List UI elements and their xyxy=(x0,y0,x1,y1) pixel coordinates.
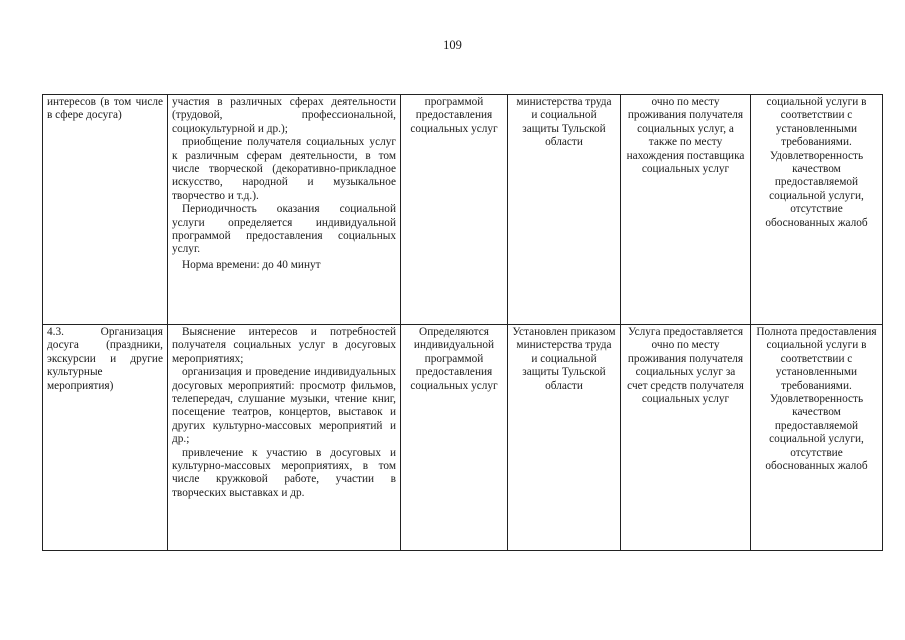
quality-cell: социальной услуги в соответствии с установленными требованиями. Удовлетворенность качеством предоставляемой социальной услуги, отсутствие обоснованных жалоб xyxy=(751,95,883,325)
content-paragraph: Периодичность оказания социальной услуги определяется индивидуальной программой предоставления социальных услуг. xyxy=(172,203,396,256)
services-table xyxy=(42,94,883,551)
content-paragraph: организация и проведение индивидуальных досуговых мероприятий: просмотр фильмов, телепередач, слушание музыки, чтение книг, посещение театров, концертов, выставок и других культурно-массовых мероприятий и др.; xyxy=(172,366,396,446)
page-number: 109 xyxy=(443,38,462,52)
volume-cell: Определяются индивидуальной программой предоставления социальных услуг xyxy=(401,325,508,551)
table-row xyxy=(43,95,883,325)
content-paragraph: приобщение получателя социальных услуг к различным сферам деятельности, в том числе творческой (декоративно-прикладное искусство, народной и музыкальное творчество и т.д.). xyxy=(172,136,396,202)
service-content-cell xyxy=(168,95,401,325)
service-name-cell: 4.3. Организация досуга (праздники, экскурсии и другие культурные мероприятия) xyxy=(43,325,168,551)
volume-cell: программой предоставления социальных услуг xyxy=(401,95,508,325)
time-norm: Норма времени: до 40 минут xyxy=(182,258,321,271)
tariff-cell: министерства труда и социальной защиты Тульской области xyxy=(508,95,621,325)
content-paragraph: Выяснение интересов и потребностей получателя социальных услуг в досуговых мероприятиях; xyxy=(172,326,396,365)
quality-cell: Полнота предоставления социальной услуги в соответствии с установленными требованиями. Удовлетворенность качеством предоставляемой социальной услуги, отсутствие обоснованных жалоб xyxy=(751,325,883,551)
conditions-cell: Услуга предоставляется очно по месту проживания получателя социальных услуг за счет средств получателя социальных услуг xyxy=(621,325,751,551)
tariff-cell: Установлен приказом министерства труда и социальной защиты Тульской области xyxy=(508,325,621,551)
content-paragraph: привлечение к участию в досуговых и культурно-массовых мероприятиях, в том числе кружковой работе, участии в творческих выставках и др. xyxy=(172,446,396,499)
table-row xyxy=(43,325,883,551)
content-paragraph: участия в различных сферах деятельности (трудовой, профессиональной, социокультурной и др.); xyxy=(172,96,396,135)
conditions-cell: очно по месту проживания получателя социальных услуг, а также по месту нахождения поставщика социальных услуг xyxy=(621,95,751,325)
service-name-cell: интересов (в том числе в сфере досуга) xyxy=(43,95,168,325)
service-content-cell xyxy=(168,325,401,551)
